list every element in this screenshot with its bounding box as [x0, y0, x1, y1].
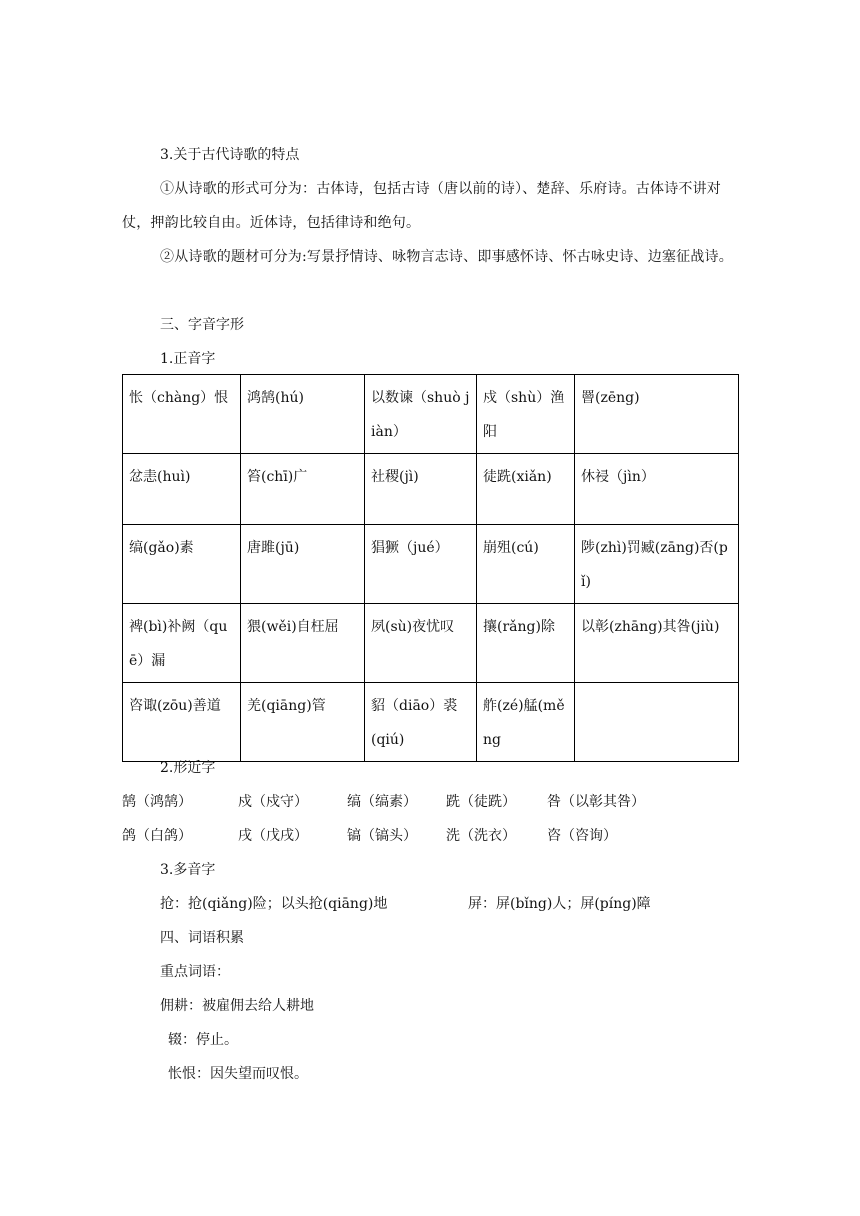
table-cell: 猖獗（jué） [365, 525, 477, 604]
part-heading: 四、词语积累 [160, 930, 244, 946]
similar-char-item: 咨（咨询） [547, 828, 617, 844]
similar-char-item: 洗（洗衣） [446, 828, 516, 844]
similar-char-item: 咎（以彰其咎） [547, 794, 645, 810]
table-cell: 戍（shù）渔阳 [477, 375, 575, 454]
part-heading: 三、字音字形 [160, 317, 244, 333]
section-heading: 3.关于古代诗歌的特点 [160, 147, 300, 163]
table-cell: 裨(bì)补阙（quē）漏 [123, 604, 241, 683]
subsection-heading: 1.正音字 [160, 351, 216, 367]
table-cell: 夙(sù)夜忧叹 [365, 604, 477, 683]
table-cell: 笞(chī)广 [241, 454, 365, 525]
similar-char-item: 镐（镐头） [347, 828, 417, 844]
table-cell: 攘(rǎng)除 [477, 604, 575, 683]
table-cell: 崩殂(cú) [477, 525, 575, 604]
table-cell: 缟(gǎo)素 [123, 525, 241, 604]
table-cell [575, 683, 739, 762]
polyphonic-entry: 抢：抢(qiǎng)险；以头抢(qiāng)地 [160, 896, 388, 912]
table-cell: 以彰(zhāng)其咎(jiù) [575, 604, 739, 683]
similar-char-item: 戌（戊戌） [238, 828, 308, 844]
table-row [123, 454, 739, 525]
table-cell: 鸿鹄(hú) [241, 375, 365, 454]
table-cell: 休祲（jìn） [575, 454, 739, 525]
paragraph-theme: ②从诗歌的题材可分为:写景抒情诗、咏物言志诗、即事感怀诗、怀古咏史诗、边塞征战诗。 [160, 249, 733, 265]
table-cell: 唐雎(jū) [241, 525, 365, 604]
pronunciation-table [122, 374, 739, 762]
table-cell: 貂（diāo）裘(qiú) [365, 683, 477, 762]
vocab-item: 辍：停止。 [168, 1032, 238, 1048]
subsection-heading: 3.多音字 [160, 862, 216, 878]
subsection-heading: 重点词语： [160, 964, 230, 980]
table-row [123, 375, 739, 454]
polyphonic-entry: 屏：屏(bǐng)人；屏(píng)障 [468, 896, 651, 912]
table-cell: 以数谏（shuò jiàn） [365, 375, 477, 454]
table-cell: 忿恚(huì) [123, 454, 241, 525]
table-cell: 陟(zhì)罚臧(zāng)否(pǐ) [575, 525, 739, 604]
table-row [123, 683, 739, 762]
table-row [123, 525, 739, 604]
paragraph-form: ①从诗歌的形式可分为：古体诗，包括古诗（唐以前的诗）、楚辞、乐府诗。古体诗不讲对仗，押韵比较自由。近体诗，包括律诗和绝句。 [122, 181, 721, 231]
subsection-heading: 2.形近字 [160, 760, 216, 776]
similar-char-item: 鹄（鸿鹄） [122, 794, 192, 810]
table-cell: 猥(wěi)自枉屈 [241, 604, 365, 683]
table-cell: 羌(qiāng)管 [241, 683, 365, 762]
similar-char-item: 鸽（白鸽） [122, 828, 192, 844]
table-cell: 罾(zēng) [575, 375, 739, 454]
table-cell: 咨诹(zōu)善道 [123, 683, 241, 762]
table-cell: 社稷(jì) [365, 454, 477, 525]
vocab-item: 佣耕：被雇佣去给人耕地 [160, 998, 314, 1014]
similar-char-item: 缟（缟素） [347, 794, 417, 810]
table-row [123, 604, 739, 683]
table-cell: 怅（chàng）恨 [123, 375, 241, 454]
table-cell: 舴(zé)艋(měng [477, 683, 575, 762]
similar-char-item: 戍（戍守） [238, 794, 308, 810]
table-cell: 徒跣(xiǎn) [477, 454, 575, 525]
similar-char-item: 跣（徒跣） [446, 794, 516, 810]
vocab-item: 怅恨：因失望而叹恨。 [168, 1066, 308, 1082]
